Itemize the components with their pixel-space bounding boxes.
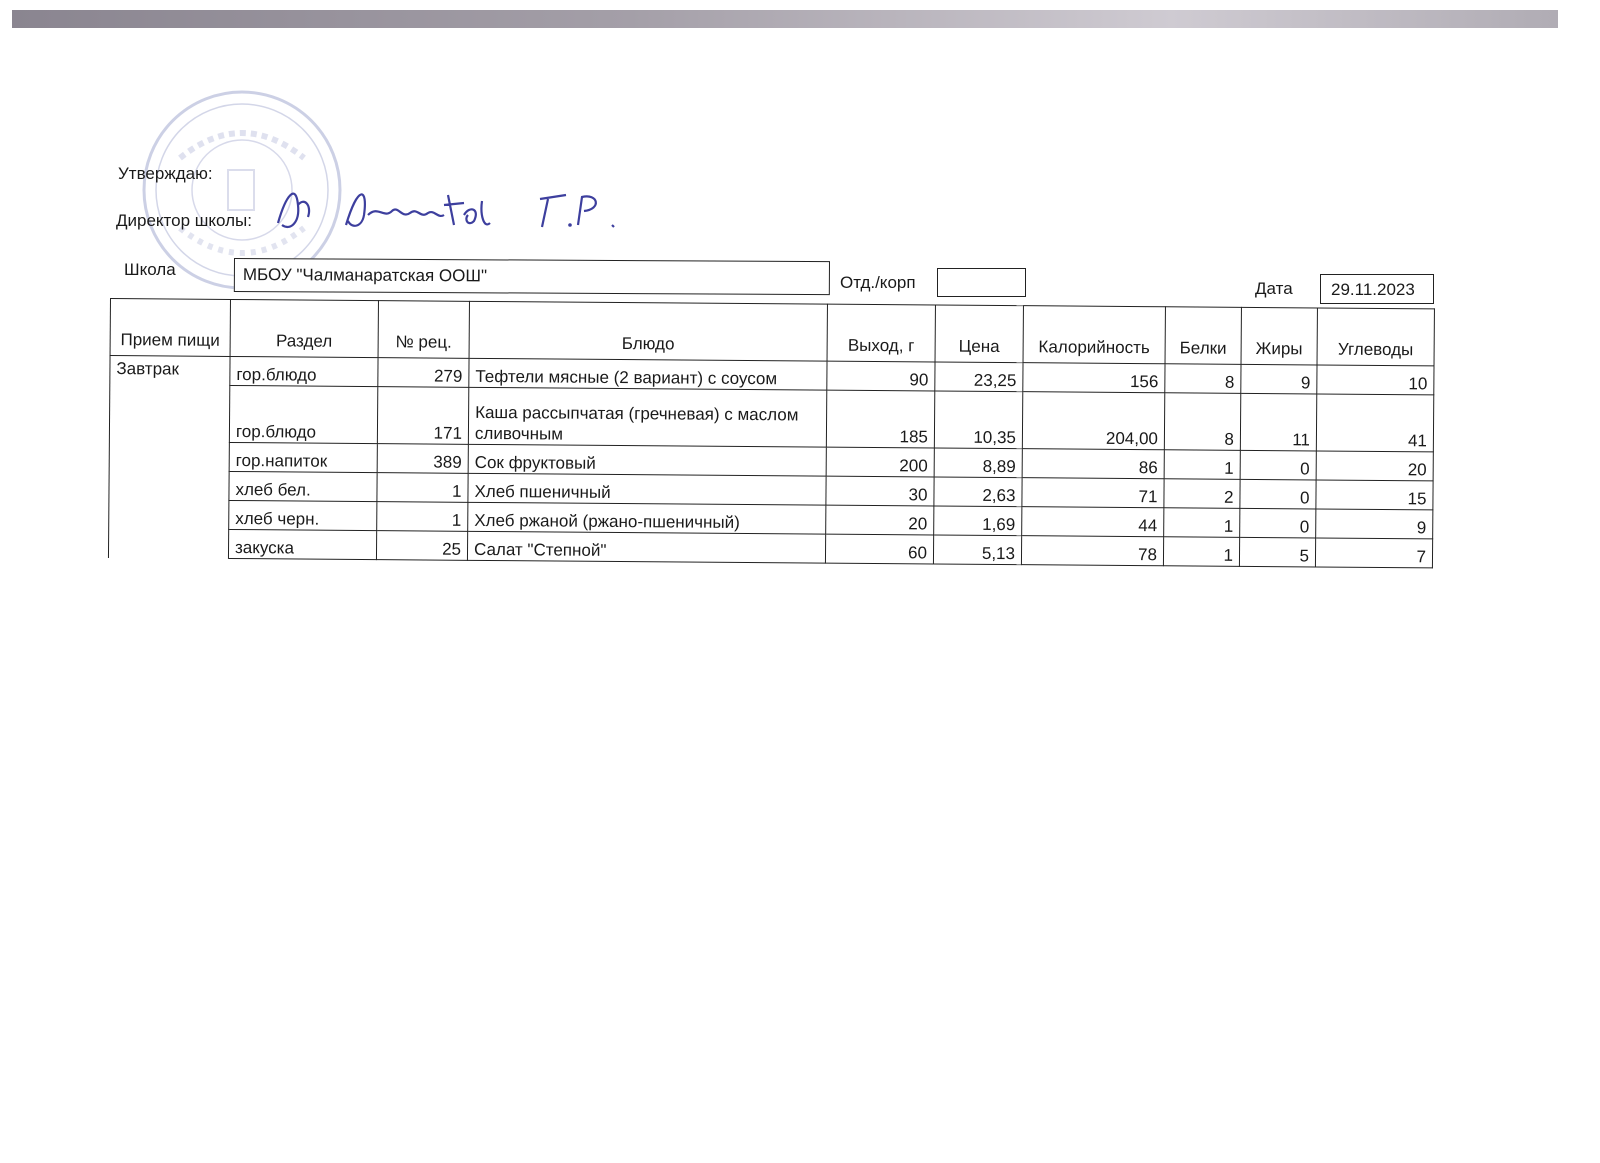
header-fat: Жиры xyxy=(1241,307,1317,365)
dish-cell: Сок фруктовый xyxy=(468,444,826,476)
price-cell: 8,89 xyxy=(934,448,1022,478)
yield-cell: 20 xyxy=(826,505,934,535)
protein-cell: 1 xyxy=(1163,537,1239,567)
dish-cell: Каша рассыпчатая (гречневая) с маслом сливочным xyxy=(468,387,826,447)
calories-cell: 156 xyxy=(1023,363,1165,393)
date-label: Дата xyxy=(1255,279,1293,298)
calories-cell: 78 xyxy=(1021,536,1163,566)
scan-edge-bar xyxy=(12,10,1558,28)
section-cell: гор.напиток xyxy=(229,442,377,472)
header-dish: Блюдо xyxy=(469,301,827,361)
header-recipe: № рец. xyxy=(378,301,469,359)
menu-table xyxy=(108,298,1435,568)
director-label: Директор школы: xyxy=(116,211,252,230)
protein-cell: 1 xyxy=(1164,508,1240,538)
approve-label: Утверждаю: xyxy=(118,164,213,183)
calories-cell: 71 xyxy=(1022,478,1164,508)
department-label: Отд./корп xyxy=(840,273,916,292)
header-yield: Выход, г xyxy=(827,304,935,362)
department-field xyxy=(937,268,1026,297)
carbs-cell: 15 xyxy=(1316,480,1433,510)
calories-cell: 86 xyxy=(1022,449,1164,479)
price-cell: 10,35 xyxy=(934,391,1022,449)
fat-cell: 0 xyxy=(1240,508,1316,538)
dish-cell: Салат "Степной" xyxy=(467,531,825,563)
calories-cell: 204,00 xyxy=(1022,392,1164,450)
fat-cell: 5 xyxy=(1239,537,1315,567)
calories-cell: 44 xyxy=(1022,507,1164,537)
school-label: Школа xyxy=(124,260,176,279)
price-cell: 2,63 xyxy=(934,477,1022,507)
dish-cell: Хлеб пшеничный xyxy=(468,473,826,505)
yield-cell: 30 xyxy=(826,476,934,506)
table-row xyxy=(109,385,1433,452)
meal-cell: Завтрак xyxy=(108,356,230,559)
director-signature xyxy=(268,175,648,245)
section-cell: хлеб бел. xyxy=(229,471,377,501)
recipe-cell: 25 xyxy=(376,531,467,561)
recipe-cell: 1 xyxy=(377,473,468,503)
header-carbs: Углеводы xyxy=(1317,308,1434,366)
fat-cell: 11 xyxy=(1240,393,1316,451)
header-calories: Калорийность xyxy=(1023,306,1165,364)
section-cell: гор.блюдо xyxy=(230,356,378,386)
yield-cell: 185 xyxy=(826,390,934,448)
price-cell: 23,25 xyxy=(935,362,1023,392)
carbs-cell: 41 xyxy=(1316,394,1433,452)
carbs-cell: 10 xyxy=(1317,365,1434,395)
carbs-cell: 9 xyxy=(1316,509,1433,539)
header-meal: Прием пищи xyxy=(110,299,230,357)
dish-cell: Хлеб ржаной (ржано-пшеничный) xyxy=(468,502,826,534)
yield-cell: 90 xyxy=(827,361,935,391)
price-cell: 1,69 xyxy=(934,506,1022,536)
carbs-cell: 20 xyxy=(1316,451,1433,481)
yield-cell: 60 xyxy=(825,534,933,564)
school-name-field: МБОУ "Чалманаратская ООШ" xyxy=(234,258,830,295)
header-section: Раздел xyxy=(230,299,378,357)
protein-cell: 1 xyxy=(1164,450,1240,480)
header-protein: Белки xyxy=(1165,307,1241,365)
header-price: Цена xyxy=(935,305,1023,363)
fat-cell: 0 xyxy=(1240,479,1316,509)
dish-cell: Тефтели мясные (2 вариант) с соусом xyxy=(469,358,827,390)
protein-cell: 8 xyxy=(1164,393,1240,451)
yield-cell: 200 xyxy=(826,447,934,477)
section-cell: закуска xyxy=(228,529,376,559)
protein-cell: 2 xyxy=(1164,479,1240,509)
section-cell: хлеб черн. xyxy=(229,500,377,530)
recipe-cell: 171 xyxy=(377,387,468,445)
recipe-cell: 1 xyxy=(377,502,468,532)
recipe-cell: 279 xyxy=(378,358,469,388)
protein-cell: 8 xyxy=(1165,364,1241,394)
table-header-row xyxy=(110,299,1434,366)
recipe-cell: 389 xyxy=(377,444,468,474)
price-cell: 5,13 xyxy=(933,535,1021,565)
section-cell: гор.блюдо xyxy=(229,385,377,443)
fat-cell: 9 xyxy=(1241,364,1317,394)
carbs-cell: 7 xyxy=(1315,538,1432,568)
fat-cell: 0 xyxy=(1240,450,1316,480)
date-field: 29.11.2023 xyxy=(1320,274,1434,304)
